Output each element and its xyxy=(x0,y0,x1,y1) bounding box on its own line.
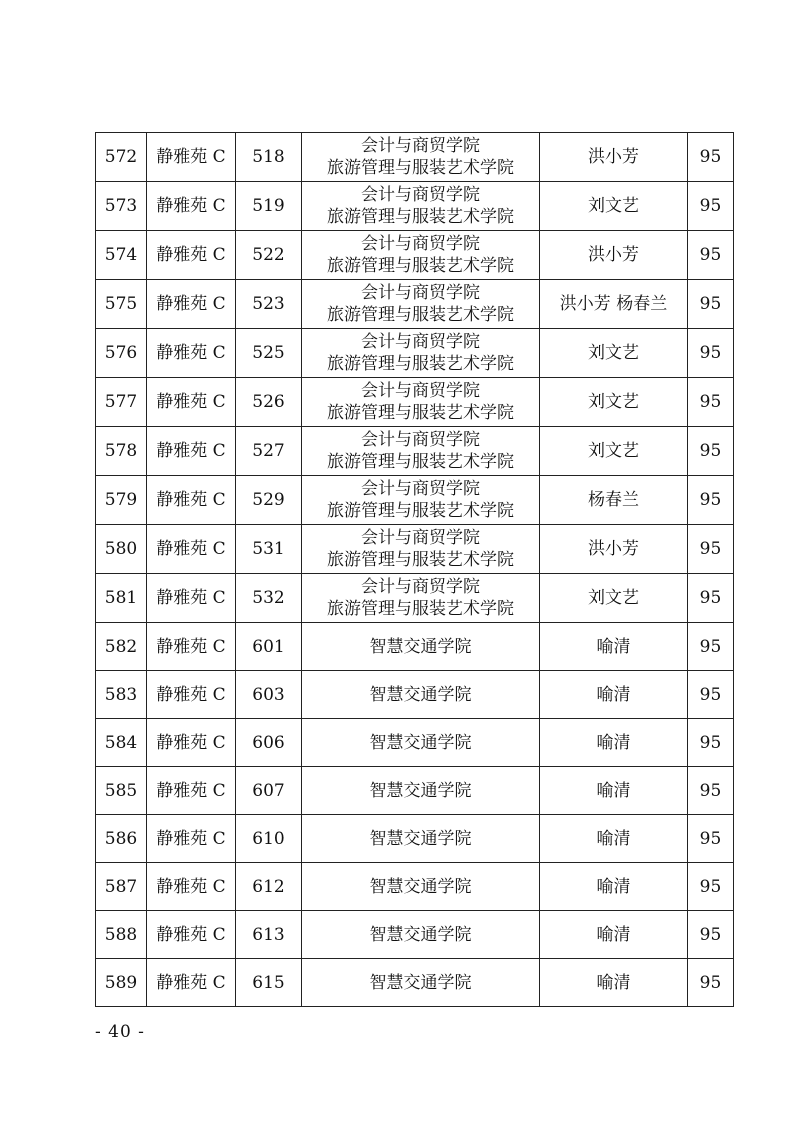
building-cell: 静雅苑 C xyxy=(147,671,236,719)
score-cell: 95 xyxy=(688,719,734,767)
page-number: - 40 - xyxy=(95,1022,145,1042)
score-cell: 95 xyxy=(688,623,734,671)
college-cell xyxy=(302,815,540,863)
room-cell: 529 xyxy=(236,476,302,525)
row-number-cell: 587 xyxy=(96,863,147,911)
room-cell: 525 xyxy=(236,329,302,378)
teacher-cell: 刘文艺 xyxy=(540,427,688,476)
table-row xyxy=(96,863,734,911)
teacher-cell: 喻清 xyxy=(540,911,688,959)
college-line-1: 智慧交通学院 xyxy=(369,876,472,897)
teacher-cell: 杨春兰 xyxy=(540,476,688,525)
college-cell xyxy=(302,525,540,574)
building-cell: 静雅苑 C xyxy=(147,329,236,378)
college-line-1: 会计与商贸学院 xyxy=(361,185,480,205)
room-cell: 612 xyxy=(236,863,302,911)
building-cell: 静雅苑 C xyxy=(147,767,236,815)
college-cell xyxy=(302,959,540,1007)
college-line-1: 智慧交通学院 xyxy=(369,684,472,705)
college-line-2: 旅游管理与服装艺术学院 xyxy=(327,550,514,570)
score-cell: 95 xyxy=(688,574,734,623)
score-cell: 95 xyxy=(688,911,734,959)
college-line-1: 会计与商贸学院 xyxy=(361,381,480,401)
row-number-cell: 582 xyxy=(96,623,147,671)
teacher-cell: 喻清 xyxy=(540,623,688,671)
teacher-cell: 刘文艺 xyxy=(540,574,688,623)
room-cell: 527 xyxy=(236,427,302,476)
building-cell: 静雅苑 C xyxy=(147,959,236,1007)
score-cell: 95 xyxy=(688,959,734,1007)
building-cell: 静雅苑 C xyxy=(147,231,236,280)
college-cell xyxy=(302,623,540,671)
college-line-1: 智慧交通学院 xyxy=(369,636,472,657)
building-cell: 静雅苑 C xyxy=(147,476,236,525)
college-line-1: 会计与商贸学院 xyxy=(361,136,480,156)
college-line-1: 会计与商贸学院 xyxy=(361,528,480,548)
row-number-cell: 579 xyxy=(96,476,147,525)
row-number-cell: 585 xyxy=(96,767,147,815)
room-cell: 526 xyxy=(236,378,302,427)
table-row xyxy=(96,815,734,863)
table-row xyxy=(96,767,734,815)
table-row xyxy=(96,623,734,671)
table-row xyxy=(96,525,734,574)
room-cell: 615 xyxy=(236,959,302,1007)
teacher-cell: 喻清 xyxy=(540,815,688,863)
college-line-2: 旅游管理与服装艺术学院 xyxy=(327,452,514,472)
teacher-cell: 刘文艺 xyxy=(540,182,688,231)
row-number-cell: 580 xyxy=(96,525,147,574)
room-cell: 610 xyxy=(236,815,302,863)
teacher-cell: 刘文艺 xyxy=(540,329,688,378)
row-number-cell: 583 xyxy=(96,671,147,719)
row-number-cell: 572 xyxy=(96,133,147,182)
room-cell: 606 xyxy=(236,719,302,767)
room-cell: 519 xyxy=(236,182,302,231)
college-line-1: 智慧交通学院 xyxy=(369,972,472,993)
score-cell: 95 xyxy=(688,182,734,231)
building-cell: 静雅苑 C xyxy=(147,574,236,623)
college-line-2: 旅游管理与服装艺术学院 xyxy=(327,158,514,178)
teacher-cell: 刘文艺 xyxy=(540,378,688,427)
college-cell xyxy=(302,427,540,476)
college-cell xyxy=(302,133,540,182)
building-cell: 静雅苑 C xyxy=(147,815,236,863)
room-cell: 531 xyxy=(236,525,302,574)
table-row xyxy=(96,133,734,182)
score-cell: 95 xyxy=(688,329,734,378)
score-cell: 95 xyxy=(688,231,734,280)
table-row xyxy=(96,231,734,280)
building-cell: 静雅苑 C xyxy=(147,719,236,767)
teacher-cell: 喻清 xyxy=(540,767,688,815)
college-line-1: 会计与商贸学院 xyxy=(361,234,480,254)
table-row xyxy=(96,329,734,378)
row-number-cell: 577 xyxy=(96,378,147,427)
college-cell xyxy=(302,767,540,815)
college-line-1: 智慧交通学院 xyxy=(369,924,472,945)
room-cell: 607 xyxy=(236,767,302,815)
college-line-1: 会计与商贸学院 xyxy=(361,283,480,303)
college-line-1: 智慧交通学院 xyxy=(369,780,472,801)
teacher-cell: 洪小芳 xyxy=(540,231,688,280)
teacher-cell: 喻清 xyxy=(540,863,688,911)
table-body xyxy=(96,133,734,1007)
score-cell: 95 xyxy=(688,378,734,427)
table-row xyxy=(96,280,734,329)
building-cell: 静雅苑 C xyxy=(147,133,236,182)
room-cell: 523 xyxy=(236,280,302,329)
row-number-cell: 578 xyxy=(96,427,147,476)
score-cell: 95 xyxy=(688,863,734,911)
college-line-2: 旅游管理与服装艺术学院 xyxy=(327,354,514,374)
college-line-1: 会计与商贸学院 xyxy=(361,479,480,499)
room-cell: 601 xyxy=(236,623,302,671)
table-row xyxy=(96,719,734,767)
teacher-cell: 喻清 xyxy=(540,719,688,767)
row-number-cell: 586 xyxy=(96,815,147,863)
table-row xyxy=(96,911,734,959)
building-cell: 静雅苑 C xyxy=(147,427,236,476)
college-cell xyxy=(302,719,540,767)
building-cell: 静雅苑 C xyxy=(147,378,236,427)
college-line-2: 旅游管理与服装艺术学院 xyxy=(327,305,514,325)
table-row xyxy=(96,671,734,719)
score-cell: 95 xyxy=(688,133,734,182)
teacher-cell: 喻清 xyxy=(540,959,688,1007)
room-cell: 518 xyxy=(236,133,302,182)
college-line-2: 旅游管理与服装艺术学院 xyxy=(327,256,514,276)
score-cell: 95 xyxy=(688,525,734,574)
building-cell: 静雅苑 C xyxy=(147,182,236,231)
college-line-1: 智慧交通学院 xyxy=(369,732,472,753)
table-row xyxy=(96,378,734,427)
building-cell: 静雅苑 C xyxy=(147,623,236,671)
college-line-1: 会计与商贸学院 xyxy=(361,430,480,450)
teacher-cell: 喻清 xyxy=(540,671,688,719)
row-number-cell: 573 xyxy=(96,182,147,231)
college-line-2: 旅游管理与服装艺术学院 xyxy=(327,501,514,521)
college-cell xyxy=(302,378,540,427)
table-row xyxy=(96,182,734,231)
college-cell xyxy=(302,574,540,623)
row-number-cell: 575 xyxy=(96,280,147,329)
score-cell: 95 xyxy=(688,476,734,525)
room-cell: 613 xyxy=(236,911,302,959)
room-cell: 532 xyxy=(236,574,302,623)
table-row xyxy=(96,476,734,525)
row-number-cell: 576 xyxy=(96,329,147,378)
table-row xyxy=(96,427,734,476)
teacher-cell: 洪小芳 杨春兰 xyxy=(540,280,688,329)
score-cell: 95 xyxy=(688,815,734,863)
row-number-cell: 589 xyxy=(96,959,147,1007)
college-cell xyxy=(302,863,540,911)
college-line-1: 会计与商贸学院 xyxy=(361,577,480,597)
college-cell xyxy=(302,911,540,959)
college-line-2: 旅游管理与服装艺术学院 xyxy=(327,599,514,619)
score-cell: 95 xyxy=(688,280,734,329)
college-cell xyxy=(302,182,540,231)
building-cell: 静雅苑 C xyxy=(147,863,236,911)
college-cell xyxy=(302,329,540,378)
row-number-cell: 584 xyxy=(96,719,147,767)
score-cell: 95 xyxy=(688,767,734,815)
college-cell xyxy=(302,476,540,525)
table-row xyxy=(96,574,734,623)
row-number-cell: 588 xyxy=(96,911,147,959)
building-cell: 静雅苑 C xyxy=(147,911,236,959)
teacher-cell: 洪小芳 xyxy=(540,525,688,574)
college-line-1: 智慧交通学院 xyxy=(369,828,472,849)
score-cell: 95 xyxy=(688,671,734,719)
college-line-2: 旅游管理与服装艺术学院 xyxy=(327,207,514,227)
row-number-cell: 574 xyxy=(96,231,147,280)
building-cell: 静雅苑 C xyxy=(147,280,236,329)
score-cell: 95 xyxy=(688,427,734,476)
college-line-2: 旅游管理与服装艺术学院 xyxy=(327,403,514,423)
college-cell xyxy=(302,280,540,329)
room-cell: 522 xyxy=(236,231,302,280)
building-cell: 静雅苑 C xyxy=(147,525,236,574)
college-line-1: 会计与商贸学院 xyxy=(361,332,480,352)
teacher-cell: 洪小芳 xyxy=(540,133,688,182)
table-row xyxy=(96,959,734,1007)
college-cell xyxy=(302,671,540,719)
dormitory-table xyxy=(95,132,734,1007)
row-number-cell: 581 xyxy=(96,574,147,623)
room-cell: 603 xyxy=(236,671,302,719)
college-cell xyxy=(302,231,540,280)
